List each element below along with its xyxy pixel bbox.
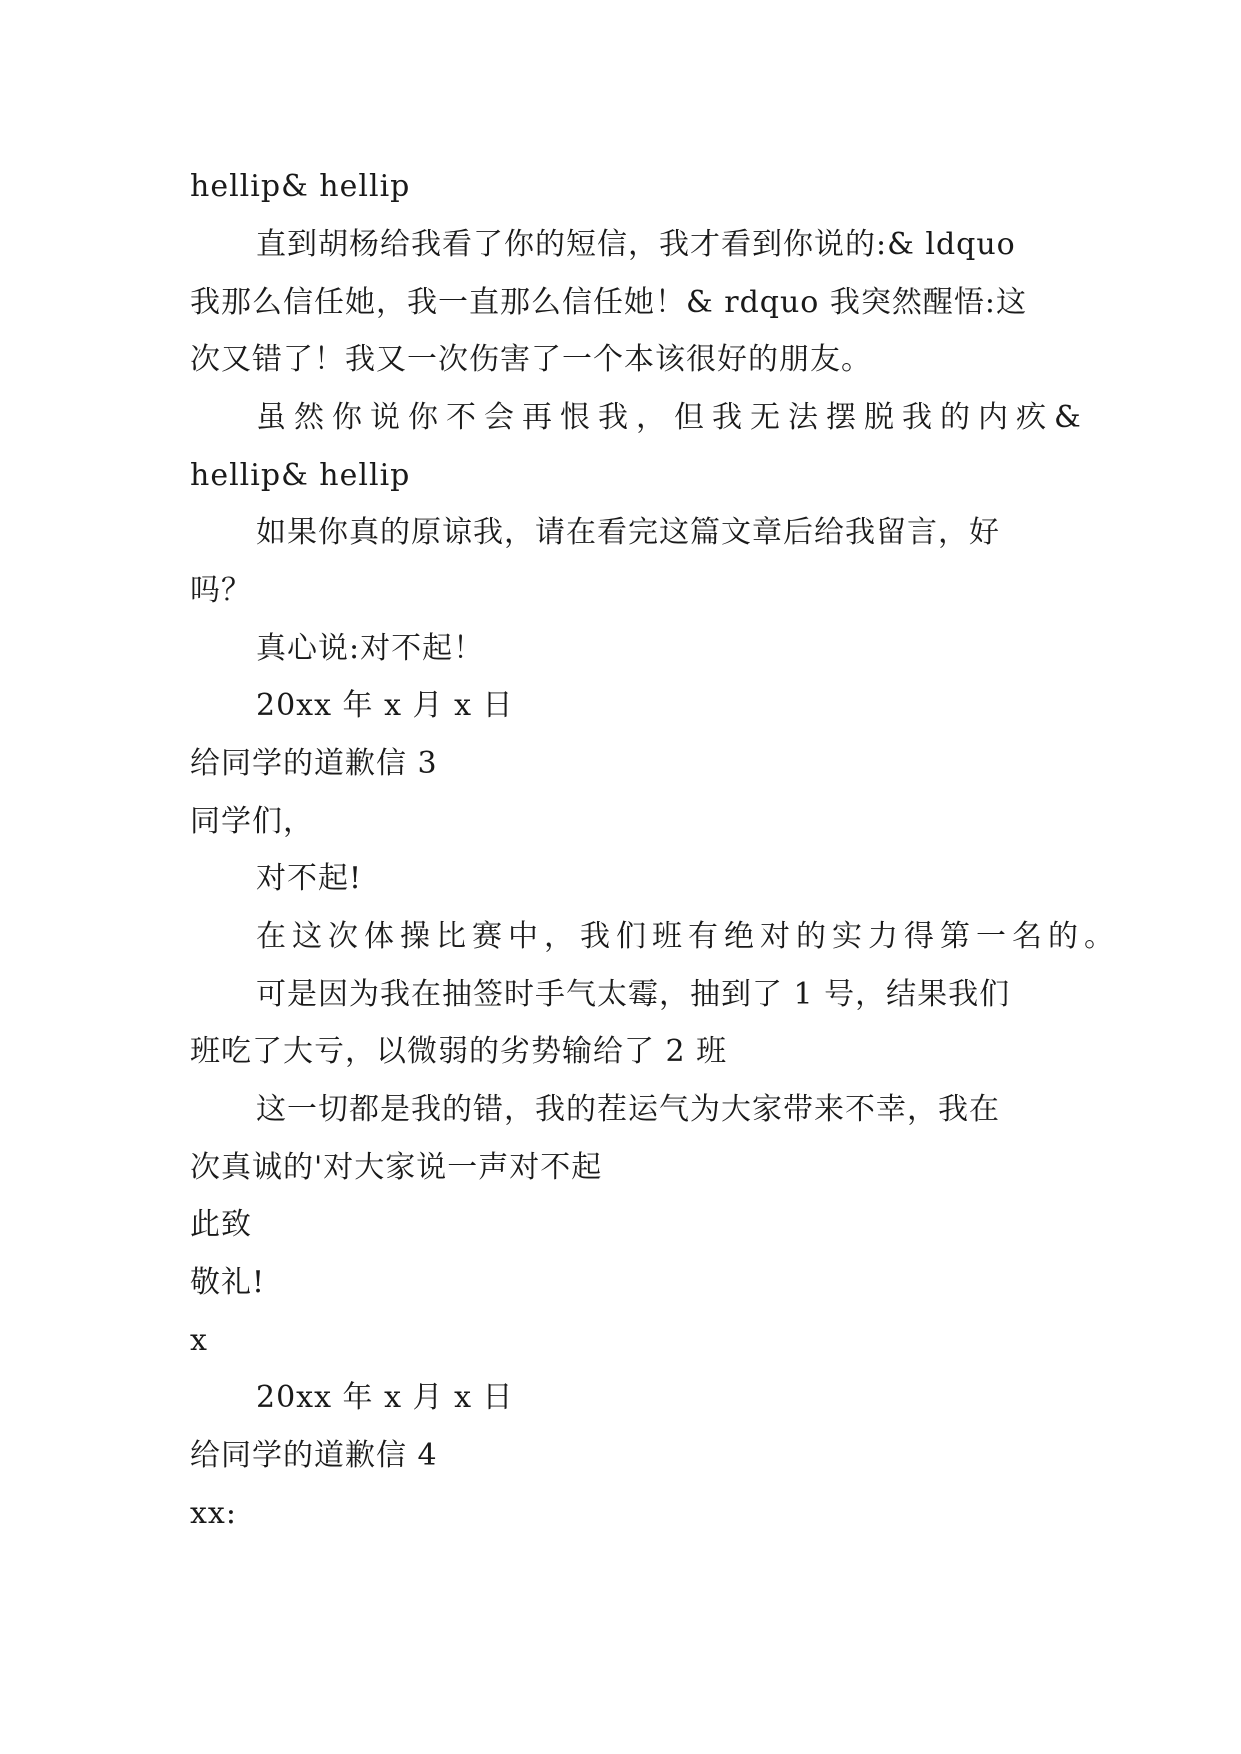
paragraph-line: 这一切都是我的错，我的茬运气为大家带来不幸，我在 bbox=[256, 1092, 1000, 1127]
paragraph-line: 我那么信任她，我一直那么信任她！& rdquo 我突然醒悟:这 bbox=[190, 285, 1028, 320]
paragraph-line: 对不起! bbox=[256, 861, 363, 896]
closing-line: 敬礼! bbox=[190, 1265, 266, 1300]
section-title: 给同学的道歉信 3 bbox=[190, 746, 438, 781]
paragraph-line: 吗？ bbox=[190, 573, 252, 608]
salutation: 同学们， bbox=[190, 804, 314, 839]
paragraph-line: 直到胡杨给我看了你的短信，我才看到你说的:& ldquo bbox=[256, 227, 1016, 262]
signature: x bbox=[190, 1323, 208, 1358]
paragraph-line: 班吃了大亏，以微弱的劣势输给了 2 班 bbox=[190, 1034, 728, 1069]
paragraph-line: 如果你真的原谅我，请在看完这篇文章后给我留言，好 bbox=[256, 515, 1000, 550]
paragraph-line: 在这次体操比赛中，我们班有绝对的实力得第一名的。 bbox=[256, 919, 1120, 954]
paragraph-line: 虽然你说你不会再恨我，但我无法摆脱我的内疚& bbox=[256, 400, 1089, 435]
closing-line: 此致 bbox=[190, 1207, 252, 1242]
paragraph-line: 可是因为我在抽签时手气太霉，抽到了 1 号，结果我们 bbox=[256, 977, 1011, 1012]
text-line: hellip& hellip bbox=[190, 458, 411, 493]
closing-line: 真心说:对不起！ bbox=[256, 631, 485, 666]
date-line: 20xx 年 x 月 x 日 bbox=[256, 1380, 514, 1415]
date-line: 20xx 年 x 月 x 日 bbox=[256, 688, 514, 723]
text-line: hellip& hellip bbox=[190, 169, 411, 204]
salutation: xx: bbox=[190, 1496, 237, 1531]
paragraph-line: 次又错了！我又一次伤害了一个本该很好的朋友。 bbox=[190, 342, 872, 377]
paragraph-line: 次真诚的'对大家说一声对不起 bbox=[190, 1150, 603, 1185]
section-title: 给同学的道歉信 4 bbox=[190, 1438, 438, 1473]
